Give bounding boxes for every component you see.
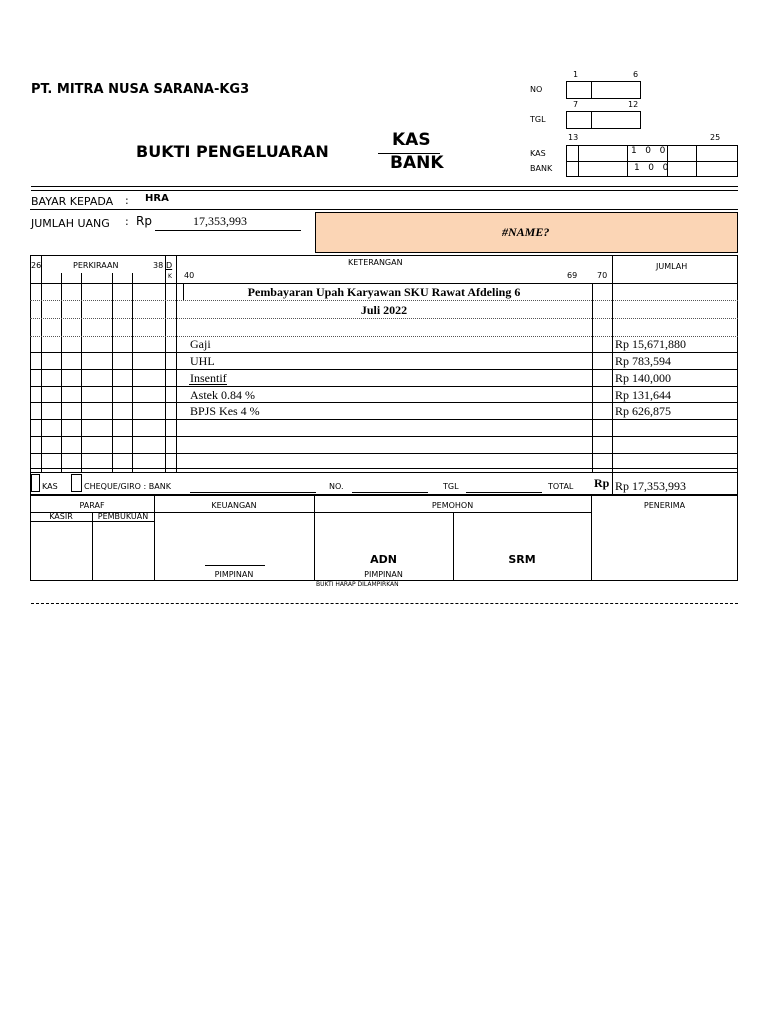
col-38-label: 38: [153, 261, 164, 270]
item-amount-gaji: Rp 15,671,880: [615, 337, 687, 351]
item-label-gaji: Gaji: [190, 337, 211, 351]
bayar-kepada-colon: :: [125, 194, 129, 207]
bank-code-value: 1 0 0: [634, 163, 669, 173]
no-start-index: 1: [573, 70, 579, 79]
tgl-label: TGL: [530, 115, 546, 124]
item-amount-astek: Rp 131,644: [615, 388, 672, 402]
document-title: BUKTI PENGELUARAN: [136, 142, 329, 161]
attachment-note: BUKTI HARAP DILAMPIRKAN: [316, 581, 399, 588]
item-amount-bpjs: Rp 626,875: [615, 404, 672, 418]
col-26-label: 26: [31, 261, 42, 270]
perkiraan-header: PERKIRAAN: [73, 261, 119, 270]
item-label-bpjs: BPJS Kes 4 %: [190, 404, 260, 418]
company-name: PT. MITRA NUSA SARANA-KG3: [31, 82, 250, 97]
jumlah-uang-value[interactable]: 17,353,993: [193, 214, 247, 228]
bayar-kepada-value[interactable]: HRA: [145, 193, 169, 204]
keuangan-pimpinan-label: PIMPINAN: [214, 570, 254, 579]
item-label-astek: Astek 0.84 %: [190, 388, 255, 402]
pembukuan-header: PEMBUKUAN: [97, 512, 149, 521]
cheque-tgl-label: TGL: [443, 482, 459, 491]
bayar-kepada-label: BAYAR KEPADA: [31, 195, 114, 208]
description-period: Juli 2022: [360, 303, 408, 317]
code-end-index: 25: [710, 133, 721, 142]
no-field-box[interactable]: [566, 81, 641, 99]
total-value: Rp 17,353,993: [615, 479, 687, 493]
item-label-uhl: UHL: [190, 354, 215, 368]
kas-code-value: 1 0 0: [631, 146, 666, 156]
col-70-label: 70: [597, 271, 608, 280]
col-69-label: 69: [567, 271, 578, 280]
keterangan-header: KETERANGAN: [348, 258, 403, 267]
currency-label: Rp: [136, 214, 152, 228]
kasir-header: KASIR: [49, 512, 73, 521]
total-label: TOTAL: [548, 482, 574, 491]
no-end-index: 6: [633, 70, 639, 79]
debit-header: D: [166, 261, 173, 270]
pemohon-pimpinan-label: PIMPINAN: [364, 570, 403, 579]
kas-code-label: KAS: [530, 149, 546, 158]
cheque-label: CHEQUE/GIRO : BANK: [84, 482, 171, 491]
cut-line: [31, 603, 738, 604]
cheque-checkbox[interactable]: [71, 474, 82, 492]
pemohon-header: PEMOHON: [431, 501, 474, 510]
kas-checkbox[interactable]: [31, 474, 40, 492]
kas-payment-label: KAS: [42, 482, 58, 491]
jumlah-uang-label: JUMLAH UANG: [31, 217, 110, 230]
bank-option-label: BANK: [390, 153, 444, 173]
pemohon-signer-adn: ADN: [370, 553, 397, 566]
tgl-field-box[interactable]: [566, 111, 641, 129]
kas-option-label: KAS: [392, 130, 431, 150]
bank-code-label: BANK: [530, 164, 553, 173]
jumlah-header: JUMLAH: [656, 262, 688, 271]
jumlah-uang-colon: :: [125, 215, 129, 228]
code-start-index: 13: [568, 133, 579, 142]
item-label-insentif: Insentif: [190, 371, 227, 385]
paraf-header: PARAF: [79, 501, 105, 510]
col-40-label: 40: [184, 271, 195, 280]
no-label: NO: [530, 85, 543, 94]
keuangan-header: KEUANGAN: [211, 501, 257, 510]
cheque-no-label: NO.: [329, 482, 344, 491]
tgl-start-index: 7: [573, 100, 579, 109]
kredit-header: K: [168, 273, 172, 280]
description-title: Pembayaran Upah Karyawan SKU Rawat Afdeling 6: [247, 285, 521, 299]
pemohon-signer-srm: SRM: [508, 553, 536, 566]
item-amount-insentif: Rp 140,000: [615, 371, 672, 385]
item-amount-uhl: Rp 783,594: [615, 354, 672, 368]
total-currency: Rp: [594, 476, 610, 490]
terbilang-value: #NAME?: [502, 225, 550, 239]
tgl-end-index: 12: [628, 100, 639, 109]
penerima-header: PENERIMA: [643, 501, 686, 510]
